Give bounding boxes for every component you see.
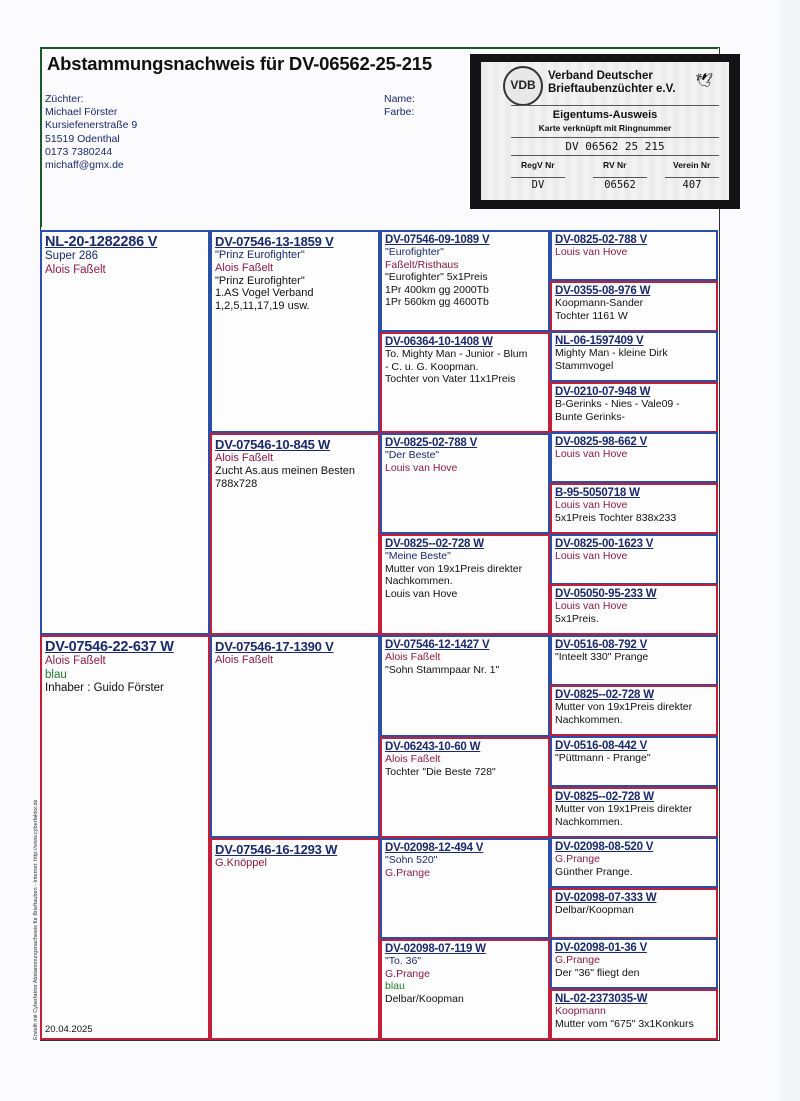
pigeon-info-line: Mutter vom "675" 3x1Konkurs [555, 1017, 694, 1030]
ring-number: DV-02098-08-520 V [555, 841, 654, 853]
pigeon-info-line: - C. u. G. Koopman. [385, 360, 479, 373]
pigeon-info-line: "Inteelt 330" Prange [555, 651, 649, 663]
pigeon-info-line: Nachkommen. [555, 713, 623, 726]
pigeon-info-line: "Sohn 520" [385, 854, 438, 866]
great-great-grandparent-13 [550, 837, 718, 888]
card-value-verein: 407 [665, 177, 719, 191]
pigeon-info-line: "Prinz Eurofighter" [215, 249, 305, 261]
pigeon-info-line: "To. 36" [385, 955, 422, 967]
ring-number: DV-0825--02-728 W [555, 791, 654, 803]
ring-number: DV-07546-10-845 W [215, 437, 331, 452]
pigeon-info-line: Alois Faßelt [215, 261, 274, 274]
grandparent-2 [210, 433, 380, 635]
pigeon-info-line: Louis van Hove [555, 600, 628, 612]
breeder-email: michaff@gmx.de [45, 159, 124, 172]
pigeon-info-line: blau [385, 980, 405, 993]
parent-mother [40, 635, 210, 1040]
pigeon-info-line: "Sohn Stammpaar Nr. 1" [385, 663, 500, 676]
great-grandparent-5 [380, 635, 550, 737]
pigeon-info-line: Zucht As.aus meinen Besten [215, 464, 356, 477]
card-header-verein: Verein Nr [673, 160, 711, 170]
print-date: 20.04.2025 [45, 1024, 93, 1035]
pigeon-info-line: Mutter von 19x1Preis direkter [385, 562, 523, 575]
breeder-phone: 0173 7380244 [45, 145, 113, 158]
pigeon-info-line: Alois Faßelt [385, 753, 441, 765]
pigeon-info-line: G.Prange [555, 954, 600, 966]
ring-number: DV-02098-07-119 W [385, 943, 486, 955]
pigeon-info-line: Nachkommen. [385, 575, 453, 588]
great-great-grandparent-3 [550, 331, 718, 382]
pigeon-icon: 🕊 [695, 72, 713, 88]
breeder-name: Michael Förster [45, 106, 118, 119]
pigeon-info-line: "Eurofighter" [385, 246, 444, 258]
ring-number: DV-0825-98-662 V [555, 436, 648, 448]
pigeon-info-line: 1Pr 400km gg 2000Tb [385, 283, 489, 296]
pigeon-info-line: Nachkommen. [555, 815, 623, 828]
pigeon-info-line: Mighty Man - kleine Dirk [555, 347, 668, 359]
breeder-street: Kursiefenerstraße 9 [45, 119, 138, 132]
great-grandparent-6 [380, 737, 550, 838]
ring-number: DV-07546-22-637 W [45, 639, 174, 655]
pigeon-info-line: blau [45, 668, 67, 681]
card-org-line1: Verband Deutscher [548, 70, 653, 82]
great-great-grandparent-12 [550, 787, 718, 838]
pigeon-info-line: G.Prange [385, 866, 430, 879]
ring-number: DV-06364-10-1408 W [385, 336, 493, 348]
card-title: Eigentums-Ausweis [552, 109, 658, 121]
pigeon-info-line: Mutter von 19x1Preis direkter [555, 701, 693, 713]
pigeon-info-line: "Der Beste" [385, 449, 440, 461]
card-ring-number: DV 06562 25 215 [511, 137, 719, 156]
great-grandparent-3 [380, 433, 550, 534]
ring-number: DV-07546-13-1859 V [215, 234, 334, 249]
pigeon-info-line: Koopmann-Sander [555, 297, 644, 309]
great-great-grandparent-15 [550, 938, 718, 989]
card-org-line2: Brieftaubenzüchter e.V. [548, 83, 676, 95]
ring-number: DV-07546-12-1427 V [385, 639, 490, 651]
great-great-grandparent-4 [550, 382, 718, 433]
pigeon-info-line: Alois Faßelt [385, 651, 441, 663]
card-subtitle: Karte verknüpft mit Ringnummer [538, 123, 672, 133]
card-organization [548, 70, 675, 96]
great-grandparent-2 [380, 332, 550, 433]
great-great-grandparent-8 [550, 584, 718, 635]
pigeon-info-line: Louis van Hove [555, 246, 628, 258]
pigeon-info-line: 1.AS Vogel Verband [215, 287, 314, 300]
ring-number: DV-02098-12-494 V [385, 842, 484, 854]
ownership-card [470, 54, 740, 209]
farbe-label: Farbe: [384, 106, 415, 119]
great-great-grandparent-7 [550, 534, 718, 585]
pigeon-info-line: "Meine Beste" [385, 550, 451, 562]
great-grandparent-8 [380, 939, 550, 1040]
great-great-grandparent-5 [550, 432, 718, 483]
pigeon-info-line: "Püttmann - Prange" [555, 752, 651, 764]
ring-number: B-95-5050718 W [555, 487, 640, 499]
ring-number: DV-07546-09-1089 V [385, 234, 490, 246]
pigeon-info-line: Inhaber : Guido Förster [45, 682, 164, 694]
card-value-regv: DV [511, 177, 565, 191]
pigeon-info-line: Alois Faßelt [215, 452, 274, 464]
great-grandparent-7 [380, 838, 550, 939]
pigeon-info-line: Louis van Hove [555, 550, 628, 562]
pigeon-info-line: Louis van Hove [385, 587, 458, 600]
ring-number: NL-20-1282286 V [45, 234, 158, 250]
card-header-regv: RegV Nr [521, 160, 555, 170]
pigeon-info-line: Louis van Hove [555, 448, 628, 460]
pigeon-info-line: Koopmann [555, 1005, 606, 1017]
ring-number: DV-0825-02-788 V [385, 437, 478, 449]
ring-number: DV-02098-07-333 W [555, 892, 657, 904]
ring-number: DV-0825--02-728 W [555, 689, 654, 701]
ring-number: NL-06-1597409 V [555, 335, 644, 347]
ring-number: DV-0516-08-442 V [555, 740, 648, 752]
grandparent-3 [210, 635, 380, 838]
pigeon-info-line: Alois Faßelt [45, 263, 106, 276]
ring-number: DV-0825-02-788 V [555, 234, 648, 246]
ring-number: DV-07546-16-1293 W [215, 842, 338, 857]
pigeon-info-line: Alois Faßelt [215, 654, 274, 666]
parent-father [40, 230, 210, 635]
great-great-grandparent-11 [550, 736, 718, 787]
pigeon-info-line: Der "36" fliegt den [555, 966, 640, 979]
great-great-grandparent-9 [550, 635, 718, 686]
card-value-rv: 06562 [593, 177, 647, 191]
ring-number: DV-0210-07-948 W [555, 386, 651, 398]
ring-number: DV-0355-08-976 W [555, 285, 651, 297]
pigeon-info-line: Delbar/Koopman [385, 992, 464, 1005]
page-title: Abstammungsnachweis für DV-06562-25-215 [47, 53, 432, 74]
ring-number: DV-0825--02-728 W [385, 538, 484, 550]
pigeon-info-line: Tochter 1161 W [555, 309, 628, 322]
ring-number: DV-07546-17-1390 V [215, 639, 334, 654]
pigeon-info-line: "Eurofighter" 5x1Preis [385, 271, 488, 284]
pigeon-info-line: 788x728 [215, 477, 258, 490]
pigeon-info-line: G.Prange [555, 853, 600, 865]
pigeon-info-line: Alois Faßelt [45, 655, 106, 667]
ownership-card-inner [481, 62, 729, 200]
pigeon-info-line: Louis van Hove [555, 499, 628, 511]
ring-number: NL-02-2373035-W [555, 993, 648, 1005]
card-header-rv: RV Nr [603, 160, 627, 170]
ring-number: DV-02098-01-36 V [555, 942, 648, 954]
pigeon-info-line: "Prinz Eurofighter" [215, 274, 305, 287]
pigeon-info-line: 1,2,5,11,17,19 usw. [215, 300, 310, 313]
card-divider [511, 105, 719, 106]
pigeon-info-line: 1Pr 560km gg 4600Tb [385, 296, 489, 309]
pigeon-info-line: Tochter "Die Beste 728" [385, 765, 496, 778]
pigeon-info-line: Delbar/Koopman [555, 904, 634, 916]
ring-number: DV-0516-08-792 V [555, 639, 648, 651]
pigeon-info-line: Stammvogel [555, 359, 614, 372]
grandparent-1 [210, 230, 380, 433]
breeder-city: 51519 Odenthal [45, 132, 120, 145]
pigeon-info-line: G.Knöppel [215, 857, 267, 869]
pigeon-info-line: Louis van Hove [385, 461, 458, 474]
pigeon-info-line: Günther Prange. [555, 865, 633, 878]
pigeon-info-line: Super 286 [45, 250, 99, 262]
great-great-grandparent-10 [550, 685, 718, 736]
great-grandparent-1 [380, 230, 550, 332]
pigeon-info-line: Bunte Gerinks- [555, 410, 626, 423]
pigeon-info-line: B-Gerinks - Nies - Vale09 - [555, 398, 680, 410]
ring-number: DV-06243-10-60 W [385, 741, 481, 753]
pigeon-info-line: 5x1Preis. [555, 612, 599, 625]
great-great-grandparent-2 [550, 281, 718, 332]
great-grandparent-4 [380, 534, 550, 635]
ring-number: DV-05050-95-233 W [555, 588, 657, 600]
ring-number: DV-0825-00-1623 V [555, 538, 654, 550]
footer-vertical-credit: Erstellt mit Cyberfaktor Abstammungsnachweis für Brieftauben - Internet: http://www.cyberfaktor.de [33, 799, 39, 1040]
pigeon-info-line: G.Prange [385, 967, 430, 980]
grandparent-4 [210, 838, 380, 1040]
pigeon-info-line: To. Mighty Man - Junior - Blum [385, 348, 528, 360]
breeder-info [45, 93, 137, 172]
vdb-logo-icon: VDB [503, 66, 543, 106]
pigeon-info-line: Tochter von Vater 11x1Preis [385, 373, 516, 386]
great-great-grandparent-6 [550, 483, 718, 534]
great-great-grandparent-1 [550, 230, 718, 281]
pigeon-info-line: Mutter von 19x1Preis direkter [555, 803, 693, 815]
great-great-grandparent-14 [550, 888, 718, 939]
pigeon-info-line: 5x1Preis Tochter 838x233 [555, 511, 677, 524]
breeder-label: Züchter: [45, 93, 84, 105]
great-great-grandparent-16 [550, 989, 718, 1040]
name-color-fields [384, 93, 415, 119]
name-label: Name: [384, 93, 415, 105]
pigeon-info-line: Faßelt/Risthaus [385, 258, 459, 271]
